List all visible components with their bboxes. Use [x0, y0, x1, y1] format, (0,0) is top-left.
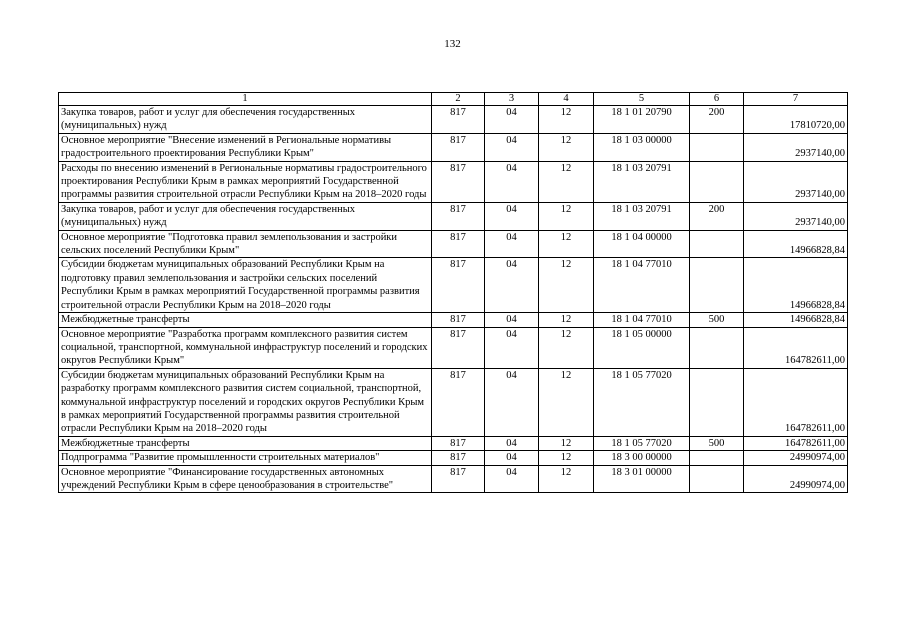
- row-target-article-cell: 18 3 01 00000: [594, 465, 690, 493]
- row-amount-cell: 2937140,00: [744, 133, 848, 161]
- row-amount-cell: 17810720,00: [744, 106, 848, 134]
- row-code-cell: 817: [432, 451, 485, 465]
- row-section-cell: 04: [485, 368, 539, 436]
- table-row: [59, 202, 848, 230]
- row-section-cell: 04: [485, 133, 539, 161]
- row-expense-type-cell: [690, 258, 744, 313]
- row-name-cell: Подпрограмма "Развитие промышленности строительных материалов": [59, 451, 432, 465]
- row-subsection-cell: 12: [539, 368, 594, 436]
- row-target-article-cell: 18 1 04 77010: [594, 313, 690, 327]
- row-amount-cell: 14966828,84: [744, 230, 848, 258]
- row-code-cell: 817: [432, 258, 485, 313]
- row-section-cell: 04: [485, 313, 539, 327]
- table-row: [59, 230, 848, 258]
- row-section-cell: 04: [485, 451, 539, 465]
- row-expense-type-cell: [690, 327, 744, 368]
- table-row: [59, 313, 848, 327]
- row-subsection-cell: 12: [539, 313, 594, 327]
- row-subsection-cell: 12: [539, 465, 594, 493]
- row-expense-type-cell: [690, 161, 744, 202]
- row-subsection-cell: 12: [539, 230, 594, 258]
- row-code-cell: 817: [432, 161, 485, 202]
- table-row: [59, 451, 848, 465]
- row-amount-cell: 14966828,84: [744, 258, 848, 313]
- row-expense-type-cell: [690, 465, 744, 493]
- table-row: [59, 133, 848, 161]
- row-expense-type-cell: [690, 133, 744, 161]
- row-name-cell: Основное мероприятие "Внесение изменений в Региональные нормативы градостроительного проектирования Республики Крым": [59, 133, 432, 161]
- row-target-article-cell: 18 1 05 77020: [594, 436, 690, 450]
- row-section-cell: 04: [485, 327, 539, 368]
- row-section-cell: 04: [485, 230, 539, 258]
- budget-table: [58, 92, 848, 493]
- row-name-cell: Закупка товаров, работ и услуг для обеспечения государственных (муниципальных) нужд: [59, 202, 432, 230]
- row-target-article-cell: 18 1 04 00000: [594, 230, 690, 258]
- row-subsection-cell: 12: [539, 258, 594, 313]
- row-subsection-cell: 12: [539, 202, 594, 230]
- row-code-cell: 817: [432, 230, 485, 258]
- row-amount-cell: 2937140,00: [744, 202, 848, 230]
- row-expense-type-cell: [690, 451, 744, 465]
- row-amount-cell: 14966828,84: [744, 313, 848, 327]
- row-subsection-cell: 12: [539, 161, 594, 202]
- row-target-article-cell: 18 1 05 00000: [594, 327, 690, 368]
- row-code-cell: 817: [432, 313, 485, 327]
- row-expense-type-cell: 200: [690, 106, 744, 134]
- row-subsection-cell: 12: [539, 106, 594, 134]
- row-code-cell: 817: [432, 202, 485, 230]
- table-row: [59, 368, 848, 436]
- row-name-cell: Субсидии бюджетам муниципальных образований Республики Крым на разработку программ комплексного развития систем социальной, транспортной, коммунальной инфраструктур поселений и городских округов Республики Крым в рамках мероприятий Государственной программы развития строительной отрасли Республики Крым на 2018–2020 годы: [59, 368, 432, 436]
- row-code-cell: 817: [432, 436, 485, 450]
- row-amount-cell: 2937140,00: [744, 161, 848, 202]
- header-cell: 2: [432, 93, 485, 106]
- row-name-cell: Закупка товаров, работ и услуг для обеспечения государственных (муниципальных) нужд: [59, 106, 432, 134]
- row-target-article-cell: 18 1 05 77020: [594, 368, 690, 436]
- table-header-row: [59, 93, 848, 106]
- row-subsection-cell: 12: [539, 133, 594, 161]
- row-amount-cell: 24990974,00: [744, 465, 848, 493]
- row-subsection-cell: 12: [539, 436, 594, 450]
- header-cell: 5: [594, 93, 690, 106]
- row-section-cell: 04: [485, 465, 539, 493]
- row-name-cell: Основное мероприятие "Финансирование государственных автономных учреждений Республики Крым в сфере ценообразования в строительстве": [59, 465, 432, 493]
- row-expense-type-cell: [690, 230, 744, 258]
- row-amount-cell: 164782611,00: [744, 327, 848, 368]
- row-name-cell: Расходы по внесению изменений в Региональные нормативы градостроительного проектирования Республики Крым в рамках мероприятий Государственной программы развития строительной отрасли Республики Крым на 2018–2020 годы: [59, 161, 432, 202]
- row-target-article-cell: 18 1 04 77010: [594, 258, 690, 313]
- row-section-cell: 04: [485, 258, 539, 313]
- header-cell: 6: [690, 93, 744, 106]
- row-target-article-cell: 18 3 00 00000: [594, 451, 690, 465]
- row-code-cell: 817: [432, 368, 485, 436]
- row-target-article-cell: 18 1 01 20790: [594, 106, 690, 134]
- row-expense-type-cell: 500: [690, 313, 744, 327]
- row-name-cell: Основное мероприятие "Подготовка правил землепользования и застройки сельских поселений Республики Крым": [59, 230, 432, 258]
- row-section-cell: 04: [485, 202, 539, 230]
- row-amount-cell: 164782611,00: [744, 436, 848, 450]
- row-amount-cell: 24990974,00: [744, 451, 848, 465]
- row-expense-type-cell: 500: [690, 436, 744, 450]
- row-section-cell: 04: [485, 161, 539, 202]
- row-name-cell: Основное мероприятие "Разработка программ комплексного развития систем социальной, транспортной, коммунальной инфраструктур поселений и городских округов Республики Крым": [59, 327, 432, 368]
- table-row: [59, 327, 848, 368]
- table-row: [59, 106, 848, 134]
- table-row: [59, 258, 848, 313]
- row-section-cell: 04: [485, 436, 539, 450]
- row-name-cell: Субсидии бюджетам муниципальных образований Республики Крым на подготовку правил землепользования и застройки сельских поселений Республики Крым в рамках мероприятий Государственной программы развития строительной отрасли Республики Крым на 2018–2020 годы: [59, 258, 432, 313]
- row-code-cell: 817: [432, 465, 485, 493]
- row-subsection-cell: 12: [539, 327, 594, 368]
- row-name-cell: Межбюджетные трансферты: [59, 436, 432, 450]
- row-expense-type-cell: [690, 368, 744, 436]
- row-code-cell: 817: [432, 106, 485, 134]
- header-cell: 1: [59, 93, 432, 106]
- table-row: [59, 465, 848, 493]
- row-target-article-cell: 18 1 03 20791: [594, 161, 690, 202]
- header-cell: 3: [485, 93, 539, 106]
- row-target-article-cell: 18 1 03 20791: [594, 202, 690, 230]
- table-row: [59, 161, 848, 202]
- row-amount-cell: 164782611,00: [744, 368, 848, 436]
- row-code-cell: 817: [432, 327, 485, 368]
- header-cell: 7: [744, 93, 848, 106]
- page-number: 132: [444, 38, 461, 50]
- row-section-cell: 04: [485, 106, 539, 134]
- row-target-article-cell: 18 1 03 00000: [594, 133, 690, 161]
- row-subsection-cell: 12: [539, 451, 594, 465]
- table-row: [59, 436, 848, 450]
- header-cell: 4: [539, 93, 594, 106]
- row-name-cell: Межбюджетные трансферты: [59, 313, 432, 327]
- row-expense-type-cell: 200: [690, 202, 744, 230]
- row-code-cell: 817: [432, 133, 485, 161]
